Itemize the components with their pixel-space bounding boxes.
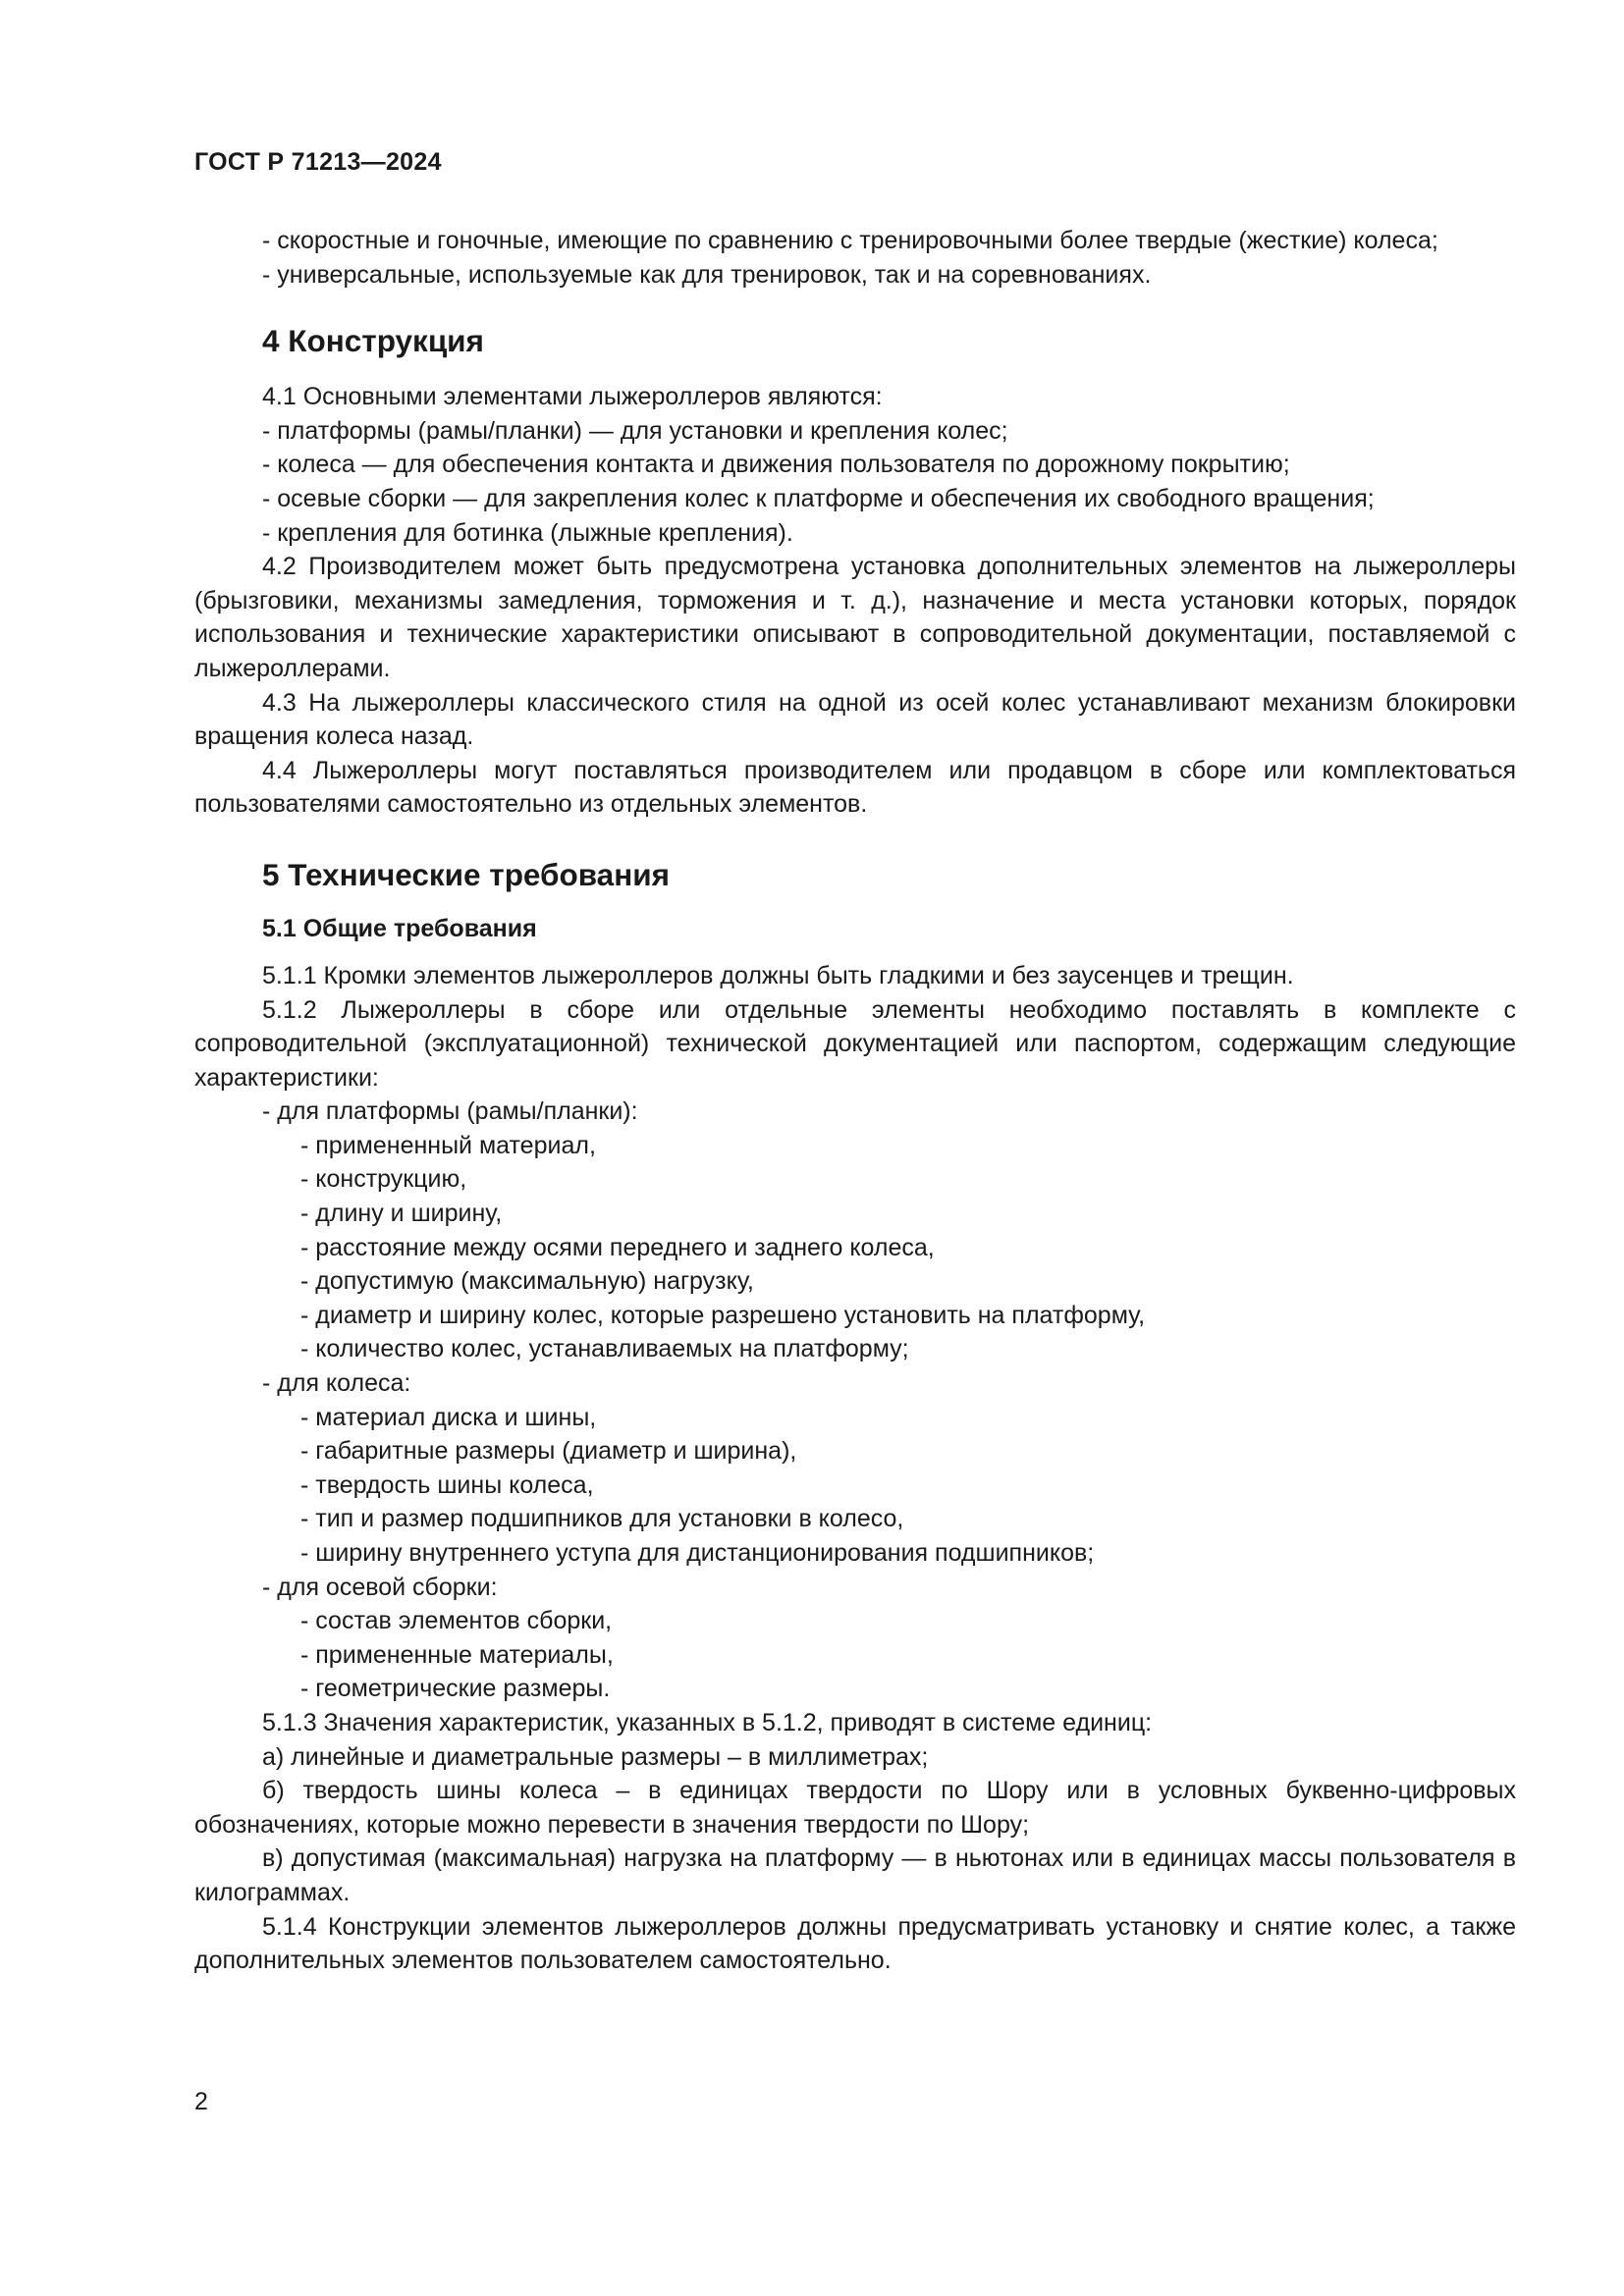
intro-item-universal: - универсальные, используемые как для тренировок, так и на соревнованиях.	[262, 260, 1152, 289]
paragraph-4-3: 4.3 На лыжероллеры классического стиля на одной из осей колес устанавливают механизм блокировки вращения колеса назад.	[194, 688, 1516, 751]
list-item: - допустимую (максимальную) нагрузку,	[300, 1267, 754, 1296]
list-item: - примененные материалы,	[300, 1640, 614, 1669]
list-item: - ширину внутреннего уступа для дистанционирования подшипников;	[300, 1539, 1095, 1567]
intro-item-racing: - скоростные и гоночные, имеющие по сравнению с тренировочными более твердые (жесткие) колеса;	[262, 227, 1438, 254]
list-item: - тип и размер подшипников для установки в колесо,	[300, 1505, 904, 1533]
paragraph-5-1-2: 5.1.2 Лыжероллеры в сборе или отдельные элементы необходимо поставлять в комплекте с сопроводительной (эксплуатационной) технической документацией или паспортом, содержащим следующие характеристики:	[194, 995, 1516, 1092]
units-item-v: в) допустимая (максимальная) нагрузка на платформу — в ньютонах или в единицах массы пользователя в килограммах.	[194, 1844, 1516, 1906]
list-item: - платформы (рамы/планки) — для установки и крепления колес;	[262, 416, 1008, 445]
paragraph-4-2: 4.2 Производителем может быть предусмотрена установка дополнительных элементов на лыжероллеры (брызговики, механизмы замедления, торможения и т. д.), назначение и места установки которых, порядок использования и технические характеристики описывают в сопроводительной документации, поставляемой с лыжероллерами.	[194, 553, 1516, 682]
list-item: - расстояние между осями переднего и заднего колеса,	[300, 1233, 935, 1261]
paragraph-5-1-3: 5.1.3 Значения характеристик, указанных в 5.1.2, приводят в системе единиц:	[262, 1708, 1153, 1736]
list-item: - состав элементов сборки,	[300, 1607, 613, 1635]
section-4-heading: 4 Конструкция	[262, 323, 484, 359]
list-item: - осевые сборки — для закрепления колес к платформе и обеспечения их свободного вращения;	[262, 484, 1375, 512]
list-item: - длину и ширину,	[300, 1200, 503, 1228]
list-item: - количество колес, устанавливаемых на платформу;	[300, 1335, 909, 1363]
list-item: - колеса — для обеспечения контакта и движения пользователя по дорожному покрытию;	[262, 451, 1290, 479]
list-item: - крепления для ботинка (лыжные крепления).	[262, 518, 793, 547]
list-item: - примененный материал,	[300, 1131, 596, 1159]
paragraph-4-1: 4.1 Основными элементами лыжероллеров являются:	[262, 383, 883, 411]
section-5-heading: 5 Технические требования	[262, 856, 670, 892]
units-item-b: б) твердость шины колеса – в единицах твердости по Шору или в условных буквенно-цифровых обозначениях, которые можно перевести в значения твердости по Шору;	[194, 1777, 1516, 1839]
list-item: - габаритные размеры (диаметр и ширина),	[300, 1437, 797, 1466]
subsection-5-1-heading: 5.1 Общие требования	[262, 914, 537, 942]
list-item: - материал диска и шины,	[300, 1403, 597, 1431]
paragraph-5-1-1: 5.1.1 Кромки элементов лыжероллеров должны быть гладкими и без заусенцев и трещин.	[262, 961, 1294, 989]
page-number: 2	[194, 2088, 208, 2115]
units-item-a: а) линейные и диаметральные размеры – в миллиметрах;	[262, 1742, 929, 1771]
page-content	[194, 224, 1516, 1978]
paragraph-5-1-4: 5.1.4 Конструкции элементов лыжероллеров должны предусматривать установку и снятие колес, а также дополнительных элементов пользователем самостоятельно.	[194, 1912, 1516, 1975]
list-item: - диаметр и ширину колес, которые разрешено установить на платформу,	[300, 1301, 1146, 1329]
axle-list-label: - для осевой сборки:	[262, 1573, 498, 1601]
standard-code-header: ГОСТ Р 71213—2024	[194, 148, 442, 176]
wheel-list-label: - для колеса:	[262, 1369, 411, 1398]
list-item: - твердость шины колеса,	[300, 1470, 594, 1499]
list-item: - геометрические размеры.	[300, 1675, 611, 1703]
paragraph-4-4: 4.4 Лыжероллеры могут поставляться производителем или продавцом в сборе или комплектоваться пользователями самостоятельно из отдельных элементов.	[194, 756, 1516, 819]
list-item: - конструкцию,	[300, 1165, 467, 1194]
platform-list-label: - для платформы (рамы/планки):	[262, 1097, 638, 1126]
